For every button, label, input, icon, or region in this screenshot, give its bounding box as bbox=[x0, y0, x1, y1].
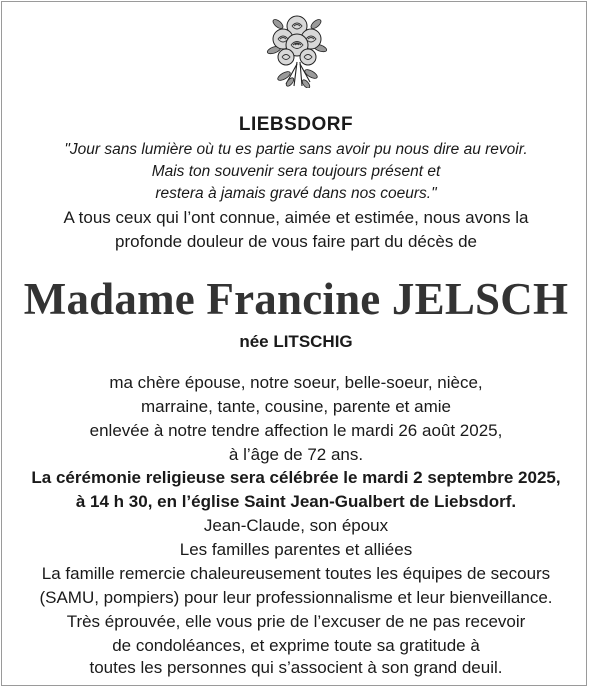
intro-line: A tous ceux qui l’ont connue, aimée et estimée, nous avons la bbox=[63, 208, 529, 227]
quote-line: Mais ton souvenir sera toujours présent et bbox=[151, 163, 441, 180]
deceased-name: Madame Francine JELSCH bbox=[23, 274, 569, 324]
city-heading: LIEBSDORF bbox=[238, 114, 354, 135]
signature-line: Jean-Claude, son époux bbox=[203, 516, 389, 535]
thanks-line: La famille remercie chaleureusement toutes les équipes de secours bbox=[41, 564, 551, 583]
thanks-line: de condoléances, et exprime toute sa gratitude à bbox=[112, 636, 480, 655]
quote-line: "Jour sans lumière où tu es partie sans avoir pu nous dire au revoir. bbox=[64, 141, 528, 158]
details-line: marraine, tante, cousine, parente et amie bbox=[141, 397, 451, 416]
signature-line: Les familles parentes et alliées bbox=[179, 540, 413, 559]
ceremony-line: La cérémonie religieuse sera célébrée le mardi 2 septembre 2025, bbox=[31, 468, 561, 487]
obituary-notice bbox=[1, 1, 587, 686]
maiden-name: née LITSCHIG bbox=[239, 332, 353, 351]
thanks-line: toutes les personnes qui s’associent à son grand deuil. bbox=[89, 658, 503, 677]
details-line: à l’âge de 72 ans. bbox=[228, 445, 364, 464]
ceremony-line: à 14 h 30, en l’église Saint Jean-Gualbert de Liebsdorf. bbox=[75, 492, 517, 511]
quote-line: restera à jamais gravé dans nos coeurs." bbox=[155, 185, 437, 202]
thanks-line: (SAMU, pompiers) pour leur professionnalisme et leur bienveillance. bbox=[39, 588, 553, 607]
rose-bouquet-icon bbox=[264, 12, 330, 88]
intro-line: profonde douleur de vous faire part du décès de bbox=[115, 232, 477, 251]
details-line: enlevée à notre tendre affection le mardi 26 août 2025, bbox=[89, 421, 503, 440]
details-line: ma chère épouse, notre soeur, belle-soeur, nièce, bbox=[109, 373, 483, 392]
thanks-line: Très éprouvée, elle vous prie de l’excuser de ne pas recevoir bbox=[66, 612, 526, 631]
